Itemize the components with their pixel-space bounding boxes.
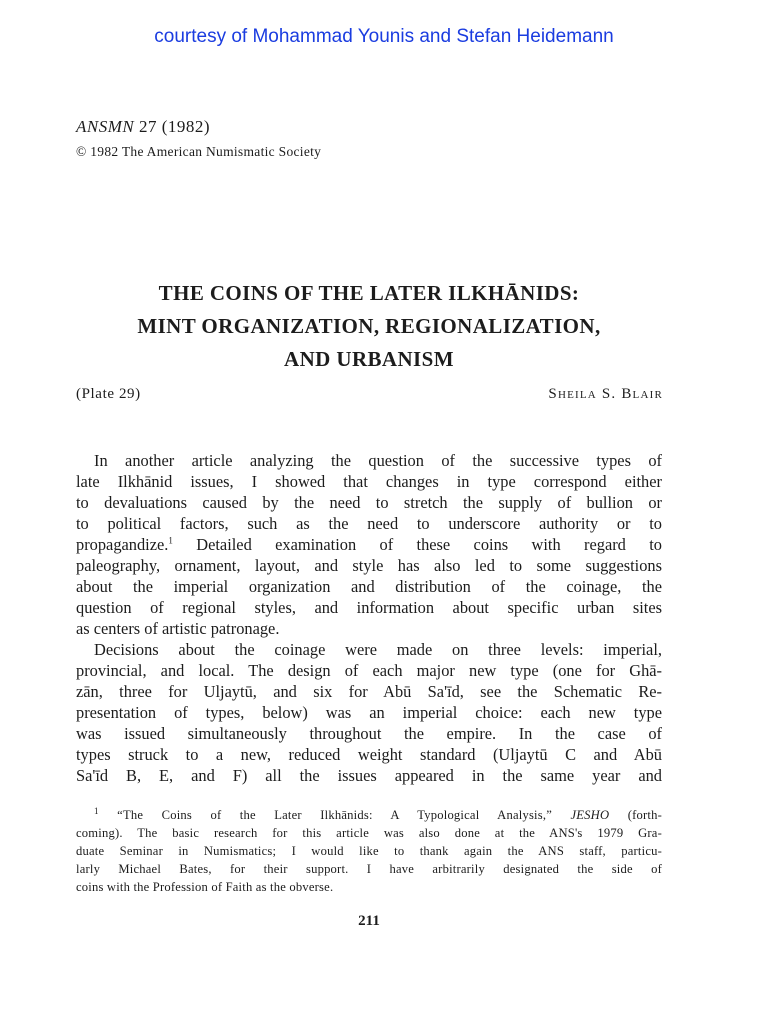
body-line (76, 535, 662, 555)
plate-reference: (Plate 29) (76, 386, 141, 402)
body-line: to political factors, such as the need to underscore authority or to (76, 514, 662, 533)
body-line: Decisions about the coinage were made on three levels: imperial, (94, 640, 662, 659)
article-title-line-1: THE COINS OF THE LATER ILKHĀNIDS: (158, 281, 580, 305)
body-line: paleography, ornament, layout, and style has also led to some suggestions (76, 556, 662, 575)
footnote-text: “The Coins of the Later Ilkhānids: A Typological Analysis,” (117, 808, 552, 822)
footnote-line: duate Seminar in Numismatics; I would like to thank again the ANS staff, particu- (76, 844, 662, 858)
body-line: zān, three for Uljaytū, and six for Abū Sa'īd, see the Schematic Re- (76, 682, 662, 701)
footnote-journal: JESHO (570, 808, 610, 822)
footnote-line (94, 806, 662, 824)
body-text: propagandize. (76, 535, 169, 554)
body-line: question of regional styles, and information about specific urban sites (76, 598, 662, 617)
article-title-line-3: AND URBANISM (284, 347, 454, 371)
body-line: as centers of artistic patronage. (76, 619, 280, 638)
body-line: to devaluations caused by the need to stretch the supply of bullion or (76, 493, 662, 512)
body-line: was issued simultaneously throughout the empire. In the case of (76, 724, 662, 743)
body-line: about the imperial organization and distribution of the coinage, the (76, 577, 662, 596)
body-line: late Ilkhānid issues, I showed that changes in type correspond either (76, 472, 662, 491)
footnote-line: larly Michael Bates, for their support. I have arbitrarily designated the side of (76, 862, 662, 876)
article-title-line-2: MINT ORGANIZATION, REGIONALIZATION, (137, 314, 601, 338)
courtesy-note: courtesy of Mohammad Younis and Stefan Heidemann (154, 26, 614, 47)
author-name: Sheila S. Blair (548, 386, 663, 402)
body-text: Detailed examination of these coins with regard to (196, 535, 662, 554)
footnote-text: (forth- (627, 808, 662, 822)
body-line: types struck to a new, reduced weight standard (Uljaytū C and Abū (76, 745, 662, 764)
journal-name: ANSMN (76, 117, 135, 136)
journal-citation (76, 117, 210, 137)
footnote-line: coins with the Profession of Faith as the obverse. (76, 880, 334, 894)
journal-volume-year: 27 (1982) (138, 117, 211, 136)
footnote-line: coming). The basic research for this article was also done at the ANS's 1979 Gra- (76, 826, 662, 840)
body-line: In another article analyzing the question of the successive types of (94, 451, 662, 470)
page-number: 211 (358, 913, 380, 929)
body-line: Sa'īd B, E, and F) all the issues appeared in the same year and (76, 766, 662, 785)
footnote-ref: 1 (168, 535, 173, 546)
body-line: provincial, and local. The design of each major new type (one for Ghā- (76, 661, 662, 680)
body-line: presentation of types, below) was an imperial choice: each new type (76, 703, 662, 722)
copyright-line: © 1982 The American Numismatic Society (76, 144, 322, 159)
footnote-number: 1 (94, 806, 99, 816)
